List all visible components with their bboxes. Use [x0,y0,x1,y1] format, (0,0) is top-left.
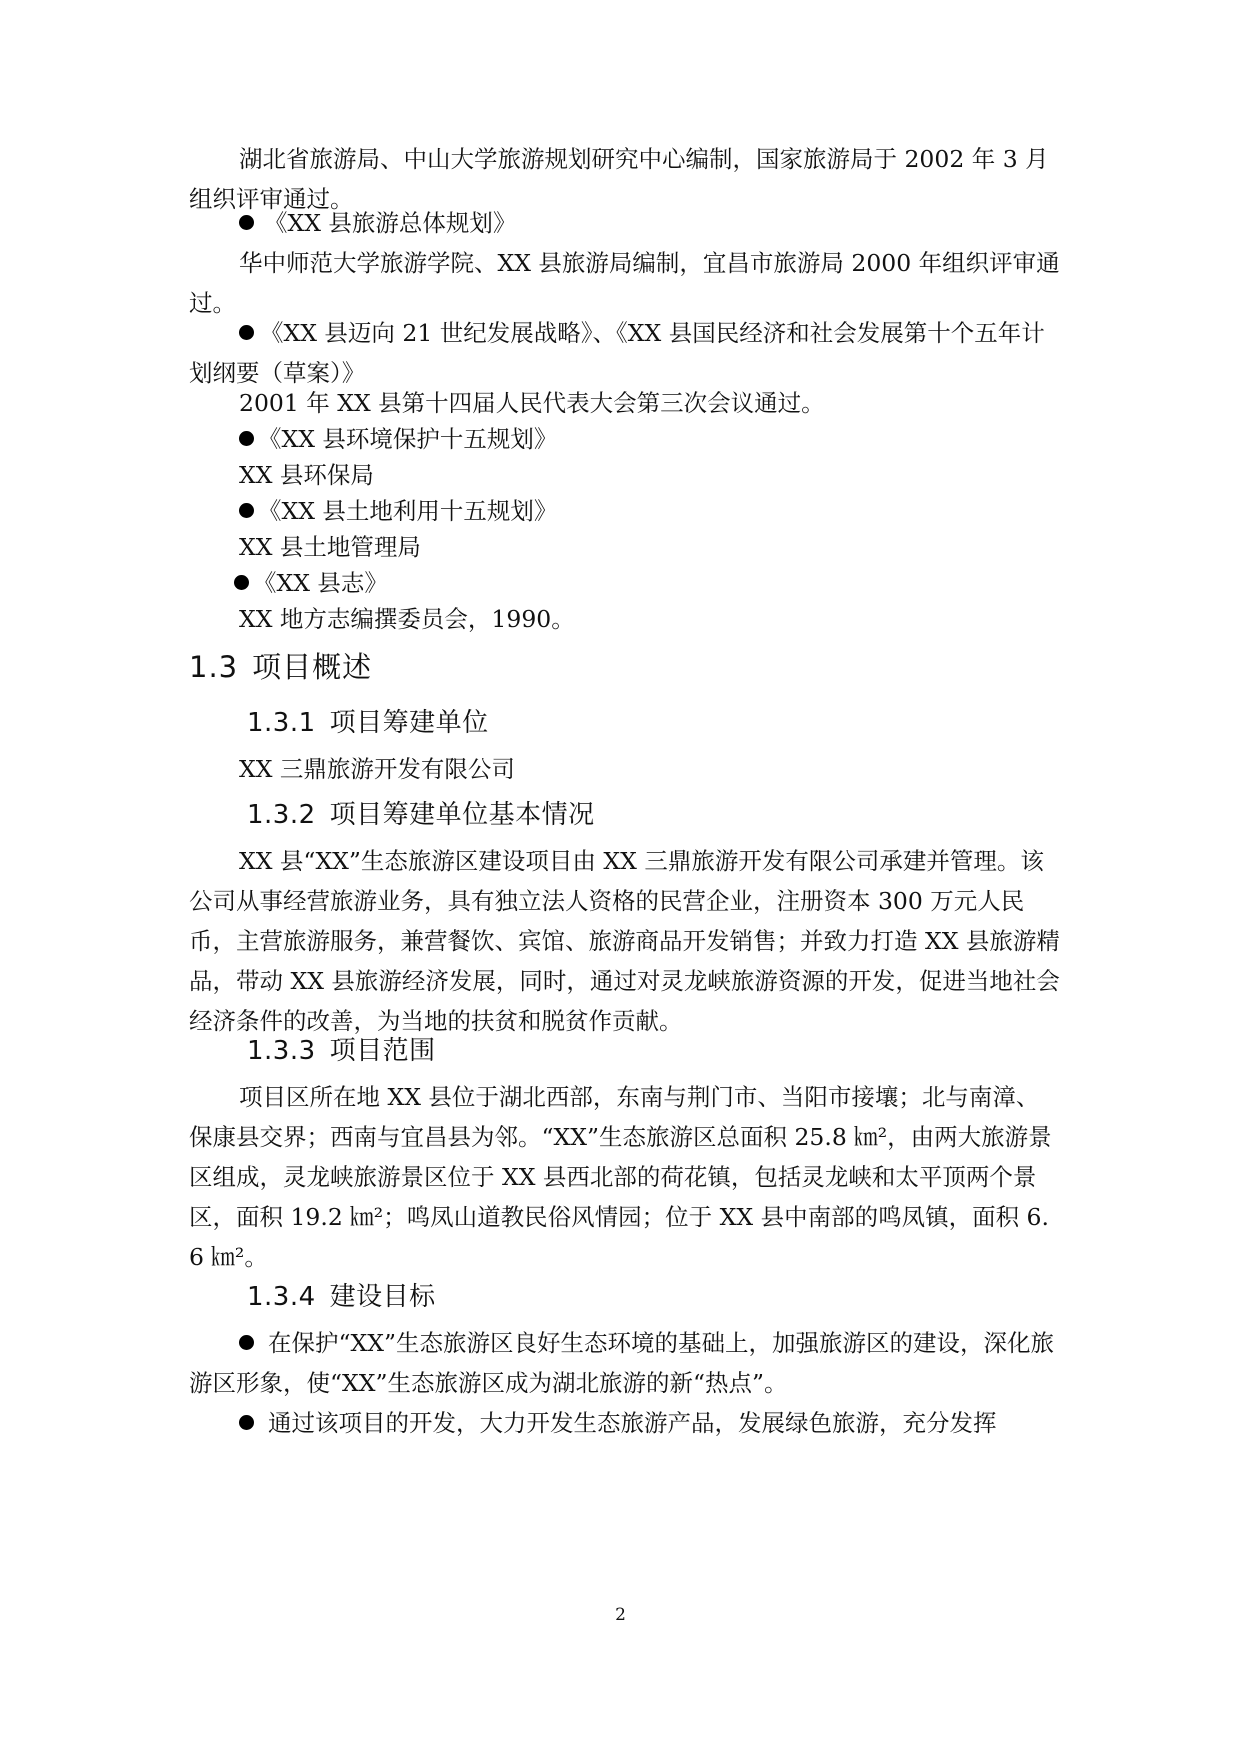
bullet-icon [239,431,254,446]
bullet-icon [239,1415,254,1430]
bullet-text: 《XX 县志》 [253,569,388,597]
paragraph-project-scope: 项目区所在地 XX 县位于湖北西部，东南与荆门市、当阳市接壤；北与南漳、保康县交界；西南与宜昌县为邻。“XX”生态旅游区总面积 25.8 ㎞²，由两大旅游景区组成，灵龙峡旅游景区位于 XX 县西北部的荷花镇，包括灵龙峡和太平顶两个景区，面积 19.2 ㎞²；鸣凤山道教民俗风情园；位于 XX 县中南部的鸣凤镇，面积 6.6 ㎞²。 [189,1083,1052,1271]
paragraph-company-name: XX 三鼎旅游开发有限公司 [239,755,515,783]
subsection-heading [247,1277,436,1317]
bullet-icon [239,215,254,230]
section-title: 项目概述 [252,650,373,684]
paragraph-plan-note: 华中师范大学旅游学院、XX 县旅游局编制，宜昌市旅游局 2000 年组织评审通过。 [189,249,1060,317]
bullet-item [239,491,557,531]
paragraph-land-bureau: XX 县土地管理局 [239,533,421,561]
subsection-heading [247,795,595,835]
paragraph-company-info: XX 县“XX”生态旅游区建设项目由 XX 三鼎旅游开发有限公司承建并管理。该公司从事经营旅游业务，具有独立法人资格的民营企业，注册资本 300 万元人民币，主营旅游服务，兼营餐饮、宾馆、旅游商品开发销售；并致力打造 XX 县旅游精品，带动 XX 县旅游经济发展，同时，通过对灵龙峡旅游资源的开发，促进当地社会经济条件的改善，为当地的扶贫和脱贫作贡献。 [189,847,1060,1035]
bullet-item [189,313,1061,393]
goal-item [189,1323,1061,1403]
section-heading [189,647,372,687]
bullet-text: 《XX 县环境保护十五规划》 [258,425,558,453]
bullet-icon [239,503,254,518]
bullet-icon [239,325,254,340]
paragraph-env-bureau: XX 县环保局 [239,461,374,489]
goal-text: 通过该项目的开发，大力开发生态旅游产品，发展绿色旅游，充分发挥 [268,1409,997,1437]
bullet-item [239,419,557,459]
bullet-text: 《XX 县迈向 21 世纪发展战略》、《XX 县国民经济和社会发展第十个五年计划纲要（草案）》 [189,319,1045,387]
subsection-heading [247,703,489,743]
subsection-title: 项目筹建单位基本情况 [329,800,595,830]
bullet-text: 《XX 县旅游总体规划》 [264,209,517,237]
subsection-number: 1.3.4 [247,1282,316,1312]
subsection-heading [247,1031,436,1071]
bullet-item [234,563,388,603]
goal-text: 在保护“XX”生态旅游区良好生态环境的基础上，加强旅游区的建设，深化旅游区形象，使“XX”生态旅游区成为湖北旅游的新“热点”。 [189,1329,1054,1397]
section-number: 1.3 [189,650,239,684]
subsection-number: 1.3.3 [247,1036,316,1066]
page-number: 2 [615,1605,626,1625]
goal-item [189,1403,1061,1443]
bullet-item [239,203,516,243]
paragraph-meeting-note: 2001 年 XX 县第十四届人民代表大会第三次会议通过。 [239,389,825,417]
paragraph-review-note: 湖北省旅游局、中山大学旅游规划研究中心编制，国家旅游局于 2002 年 3 月组织评审通过。 [189,145,1049,213]
subsection-title: 项目范围 [329,1036,436,1066]
bullet-text: 《XX 县土地利用十五规划》 [258,497,558,525]
subsection-number: 1.3.1 [247,708,316,738]
subsection-title: 建设目标 [329,1282,436,1312]
subsection-number: 1.3.2 [247,800,316,830]
bullet-icon [234,575,249,590]
paragraph-gazetteer: XX 地方志编撰委员会，1990。 [239,605,575,633]
subsection-title: 项目筹建单位 [329,708,489,738]
bullet-icon [239,1335,254,1350]
